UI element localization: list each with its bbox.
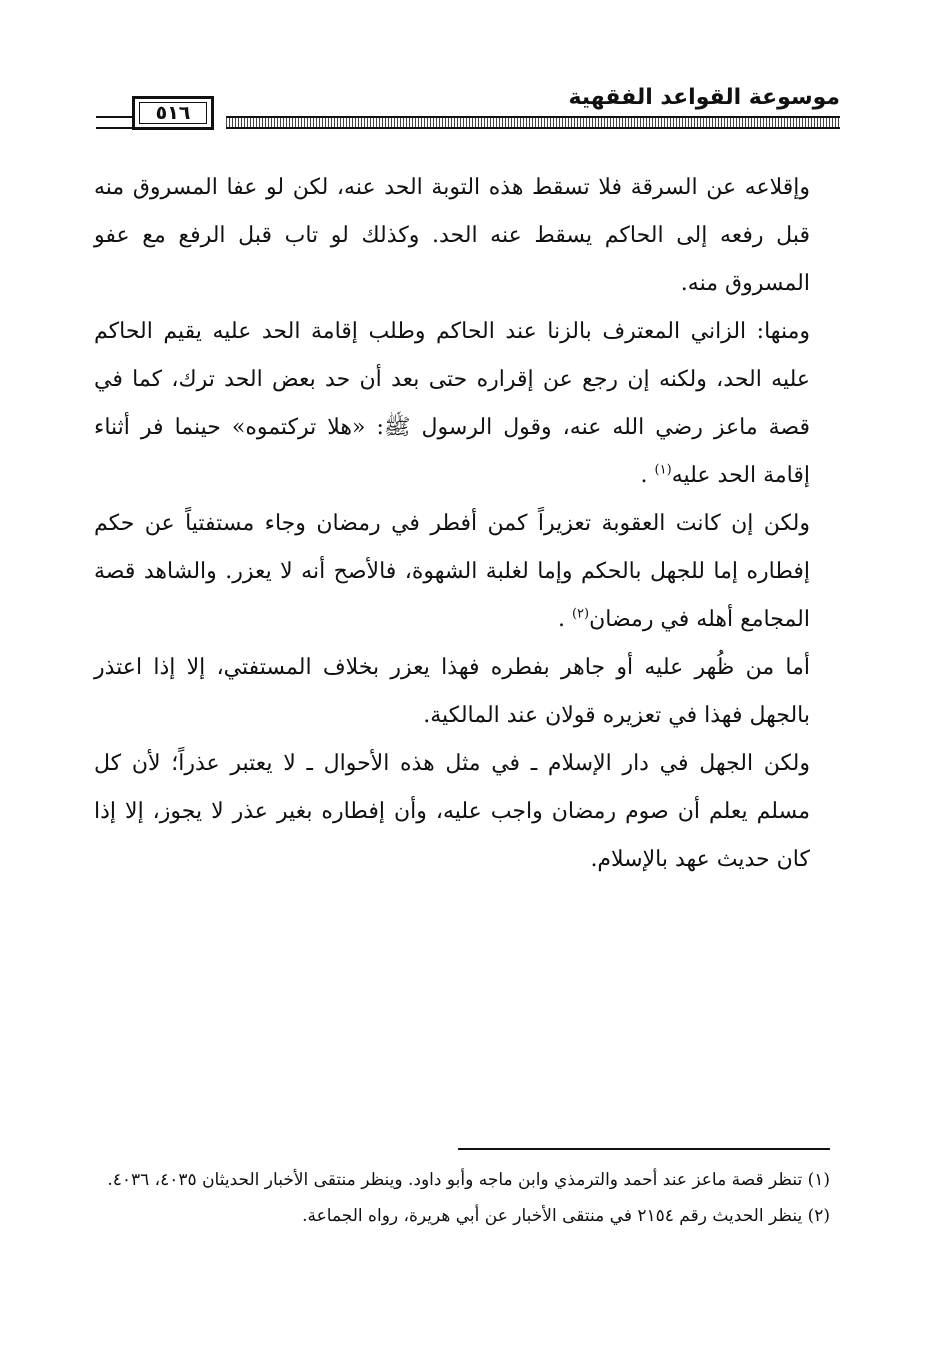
paragraph-3: [94, 500, 810, 644]
footnote-separator: [458, 1148, 830, 1150]
paragraph-2-text: ومنها: الزاني المعترف بالزنا عند الحاكم وطلب إقامة الحد عليه يقيم الحاكم عليه الحد، ولكنه إن رجع عن إقراره حتى بعد أن حد بعض الحد ترك، كما في قصة ماعز رضي الله عنه، وقول الرسول ﷺ: «هلا تركتموه» حينما فر أثناء إقامة الحد عليه: [94, 319, 810, 488]
main-text: [94, 164, 810, 884]
paragraph-4: أما من ظُهر عليه أو جاهر بفطره فهذا يعزر بخلاف المستفتي، إلا إذا اعتذر بالجهل فهذا في تعزيره قولان عند المالكية.: [94, 655, 810, 728]
header-rule: [226, 116, 840, 129]
page-number-box: [132, 96, 214, 130]
book-title: موسوعة القواعد الفقهية: [568, 85, 840, 110]
paragraph-5: ولكن الجهل في دار الإسلام ـ في مثل هذه الأحوال ـ لا يعتبر عذراً؛ لأن كل مسلم يعلم أن صوم رمضان واجب عليه، وأن إفطاره بغير عذر لا يجوز، إلا إذا كان حديث عهد بالإسلام.: [94, 751, 810, 872]
paragraph-2: [94, 308, 810, 500]
footnotes: [86, 1162, 830, 1234]
paragraph-1: وإقلاعه عن السرقة فلا تسقط هذه التوبة الحد عنه، لكن لو عفا المسروق منه قبل رفعه إلى الحاكم يسقط عنه الحد. وكذلك لو تاب قبل الرفع مع عفو المسروق منه.: [94, 175, 810, 296]
footnote-1: (١) تنظر قصة ماعز عند أحمد والترمذي وابن ماجه وأبو داود. وينظر منتقى الأخبار الحديثان ٤٠٣٥، ٤٠٣٦.: [107, 1170, 830, 1190]
page-number: ٥١٦: [155, 102, 191, 124]
paragraph-2-end: .: [640, 463, 648, 488]
footnote-2: (٢) ينظر الحديث رقم ٢١٥٤ في منتقى الأخبار عن أبي هريرة، رواه الجماعة.: [302, 1206, 830, 1226]
footnote-ref-2[interactable]: (٢): [571, 606, 590, 622]
footnote-ref-1[interactable]: (١): [654, 462, 672, 478]
paragraph-3-end: .: [557, 607, 565, 632]
header-left-tab: [96, 116, 134, 129]
page-header: [96, 82, 840, 142]
paragraph-3-text: ولكن إن كانت العقوبة تعزيراً كمن أفطر في رمضان وجاء مستفتياً عن حكم إفطاره إما للجهل بالحكم وإما لغلبة الشهوة، فالأصح أنه لا يعزر. والشاهد قصة المجامع أهله في رمضان: [94, 511, 810, 632]
